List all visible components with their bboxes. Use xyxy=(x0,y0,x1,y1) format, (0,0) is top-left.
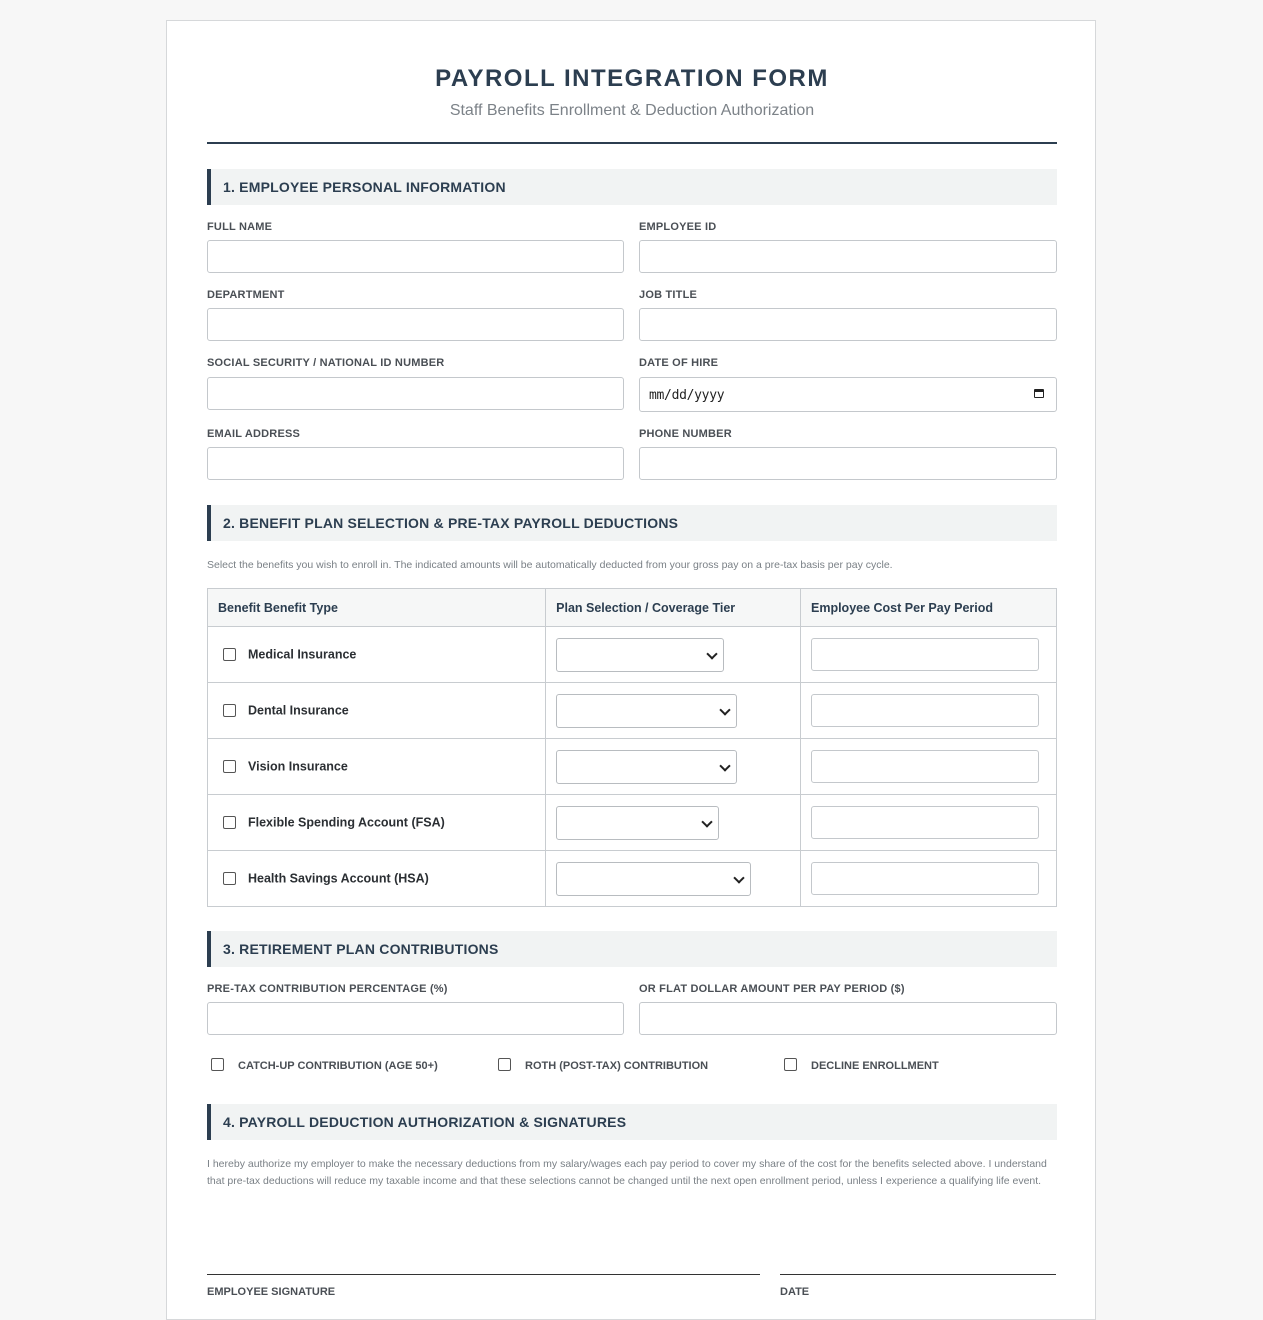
cost-cell xyxy=(801,795,1057,851)
benefit-name: Medical Insurance xyxy=(248,647,357,662)
medical-cost-input[interactable] xyxy=(811,638,1039,671)
job-title-input[interactable] xyxy=(639,308,1057,341)
form-page xyxy=(166,20,1096,1320)
full-name-label: FULL NAME xyxy=(207,221,273,233)
form-title: PAYROLL INTEGRATION FORM xyxy=(435,65,829,92)
contribution-percentage-input[interactable] xyxy=(207,1002,624,1035)
column-header-plan-selection: Plan Selection / Coverage Tier xyxy=(546,589,801,627)
roth-label: ROTH (POST-TAX) CONTRIBUTION xyxy=(525,1060,709,1072)
roth-option[interactable] xyxy=(498,1058,708,1072)
header-divider xyxy=(207,142,1057,144)
plan-cell xyxy=(546,795,801,851)
dental-cost-input[interactable] xyxy=(811,694,1039,727)
section-heading-retirement: 3. RETIREMENT PLAN CONTRIBUTIONS xyxy=(207,931,1057,967)
benefit-name: Dental Insurance xyxy=(248,703,349,718)
department-label: DEPARTMENT xyxy=(207,289,285,301)
catch-up-option[interactable] xyxy=(211,1058,438,1072)
dental-checkbox[interactable] xyxy=(223,704,236,717)
ssn-label: SOCIAL SECURITY / NATIONAL ID NUMBER xyxy=(207,357,445,369)
roth-checkbox[interactable] xyxy=(498,1058,511,1071)
hire-date-placeholder: mm/dd/yyyy xyxy=(649,388,725,403)
cost-cell xyxy=(801,683,1057,739)
section-heading-authorization: 4. PAYROLL DEDUCTION AUTHORIZATION & SIGNATURES xyxy=(207,1104,1057,1140)
email-input[interactable] xyxy=(207,447,624,480)
vision-checkbox[interactable] xyxy=(223,760,236,773)
table-row xyxy=(208,739,1057,795)
column-header-employee-cost: Employee Cost Per Pay Period xyxy=(801,589,1057,627)
dental-plan-select[interactable] xyxy=(556,694,737,728)
medical-checkbox[interactable] xyxy=(223,648,236,661)
hire-date-label: DATE OF HIRE xyxy=(639,357,719,369)
hsa-checkbox[interactable] xyxy=(223,872,236,885)
contribution-percentage-label: PRE-TAX CONTRIBUTION PERCENTAGE (%) xyxy=(207,983,448,995)
catch-up-checkbox[interactable] xyxy=(211,1058,224,1071)
email-label: EMAIL ADDRESS xyxy=(207,428,301,440)
chevron-down-icon xyxy=(706,648,717,659)
benefit-name: Health Savings Account (HSA) xyxy=(248,871,429,886)
phone-label: PHONE NUMBER xyxy=(639,428,732,440)
plan-cell xyxy=(546,683,801,739)
benefit-cell xyxy=(208,795,546,851)
ssn-input[interactable] xyxy=(207,377,624,410)
calendar-icon[interactable] xyxy=(1034,389,1044,398)
employee-id-input[interactable] xyxy=(639,240,1057,273)
flat-amount-input[interactable] xyxy=(639,1002,1057,1035)
chevron-down-icon xyxy=(701,816,712,827)
full-name-input[interactable] xyxy=(207,240,624,273)
chevron-down-icon xyxy=(719,760,730,771)
decline-label: DECLINE ENROLLMENT xyxy=(811,1060,939,1072)
cost-cell xyxy=(801,739,1057,795)
benefit-cell xyxy=(208,627,546,683)
hsa-plan-select[interactable] xyxy=(556,862,751,896)
plan-cell xyxy=(546,739,801,795)
plan-cell xyxy=(546,851,801,907)
column-header-benefit-type: Benefit Benefit Type xyxy=(208,589,546,627)
section-heading-benefits: 2. BENEFIT PLAN SELECTION & PRE-TAX PAYROLL DEDUCTIONS xyxy=(207,505,1057,541)
vision-cost-input[interactable] xyxy=(811,750,1039,783)
fsa-checkbox[interactable] xyxy=(223,816,236,829)
fsa-plan-select[interactable] xyxy=(556,806,719,840)
fsa-cost-input[interactable] xyxy=(811,806,1039,839)
table-row xyxy=(208,683,1057,739)
hire-date-input[interactable] xyxy=(639,377,1057,412)
chevron-down-icon xyxy=(719,704,730,715)
benefits-header-row xyxy=(208,589,1057,627)
cost-cell xyxy=(801,851,1057,907)
benefit-cell xyxy=(208,739,546,795)
table-row xyxy=(208,627,1057,683)
benefits-table xyxy=(207,588,1057,907)
table-row xyxy=(208,795,1057,851)
section-heading-personal-info: 1. EMPLOYEE PERSONAL INFORMATION xyxy=(207,169,1057,205)
hsa-cost-input[interactable] xyxy=(811,862,1039,895)
signature-line[interactable] xyxy=(207,1274,760,1275)
chevron-down-icon xyxy=(733,872,744,883)
vision-plan-select[interactable] xyxy=(556,750,737,784)
benefit-cell xyxy=(208,851,546,907)
job-title-label: JOB TITLE xyxy=(639,289,698,301)
benefit-name: Vision Insurance xyxy=(248,759,348,774)
date-line[interactable] xyxy=(780,1274,1056,1275)
benefit-name: Flexible Spending Account (FSA) xyxy=(248,815,445,830)
benefits-note: Select the benefits you wish to enroll in. The indicated amounts will be automatically deducted from your gross pay on a pre-tax basis per pay cycle. xyxy=(207,559,893,571)
employee-id-label: EMPLOYEE ID xyxy=(639,221,717,233)
decline-checkbox[interactable] xyxy=(784,1058,797,1071)
authorization-text: I hereby authorize my employer to make the necessary deductions from my salary/wages each pay period to cover my share of the cost for the benefits selected above. I understand that pre-tax deductions will reduce my taxable income and that these selections cannot be changed until the next open enrollment period, unless I experience a qualifying life event. xyxy=(207,1158,1047,1187)
decline-option[interactable] xyxy=(784,1058,939,1072)
form-subtitle: Staff Benefits Enrollment & Deduction Authorization xyxy=(449,102,815,119)
cost-cell xyxy=(801,627,1057,683)
plan-cell xyxy=(546,627,801,683)
medical-plan-select[interactable] xyxy=(556,638,724,672)
catch-up-label: CATCH-UP CONTRIBUTION (AGE 50+) xyxy=(238,1060,438,1072)
table-row xyxy=(208,851,1057,907)
date-label: DATE xyxy=(780,1286,810,1298)
phone-input[interactable] xyxy=(639,447,1057,480)
department-input[interactable] xyxy=(207,308,624,341)
signature-label: EMPLOYEE SIGNATURE xyxy=(207,1286,336,1298)
benefit-cell xyxy=(208,683,546,739)
flat-amount-label: OR FLAT DOLLAR AMOUNT PER PAY PERIOD ($) xyxy=(639,983,905,995)
